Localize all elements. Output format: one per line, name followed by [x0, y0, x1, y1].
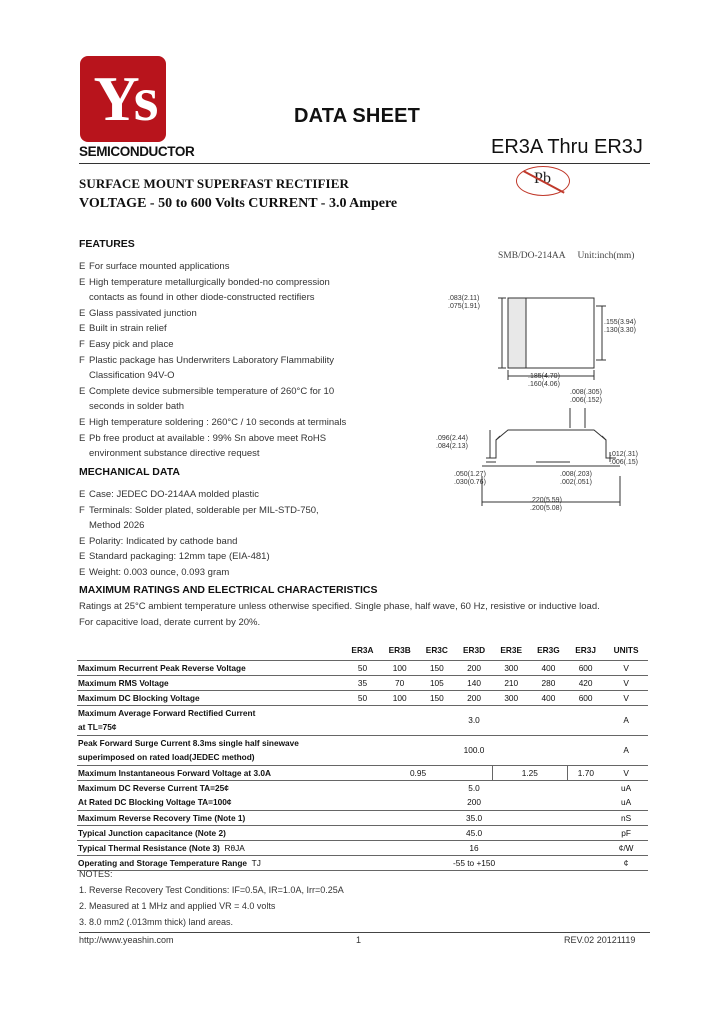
logo-text: Ys — [93, 63, 153, 134]
list-item — [79, 384, 346, 400]
list-item — [79, 446, 346, 462]
table-row: Operating and Storage Temperature Range TJ -55 to +150 ¢ — [77, 855, 648, 870]
bullet-mark: E — [79, 385, 86, 397]
table-row: Typical Thermal Resistance (Note 3) RθJA 16 ¢/W — [77, 840, 648, 855]
cathode-band — [508, 298, 526, 368]
bullet-mark — [79, 518, 89, 534]
footer-url[interactable]: http://www.yeashin.com — [79, 935, 174, 945]
ratings-note-1: Ratings at 25°C ambient temperature unless otherwise specified. Single phase, half wave, 60 Hz, resistive or inductive load. — [79, 601, 600, 612]
col-units: UNITS — [604, 640, 648, 660]
package-outline-drawing — [420, 280, 650, 520]
table-row: Maximum DC Reverse Current TA=25¢ 5.0 uA — [78, 782, 632, 793]
list-item-text: Plastic package has Underwriters Laboratory Flammability — [89, 354, 334, 366]
document-title: DATA SHEET — [294, 105, 421, 127]
mechanical-list — [79, 487, 319, 581]
header-divider — [79, 163, 650, 164]
dim-standoff-1: .008(.203) — [560, 471, 592, 478]
col-er3b: ER3B — [381, 640, 418, 660]
bullet-mark: F — [79, 504, 85, 516]
table-row: Maximum DC Blocking Voltage 50 100 150 200 300 400 600 V — [77, 690, 648, 705]
dim-lead-2: .030(0.76) — [454, 479, 486, 486]
side-view-body — [496, 430, 606, 458]
mechanical-title: MECHANICAL DATA — [79, 466, 180, 478]
table-row: superimposed on rated load(JEDEC method) 100.0 A — [77, 750, 648, 765]
list-item-text: For surface mounted applications — [89, 261, 230, 272]
pb-free-icon — [516, 166, 570, 196]
company-logo — [80, 56, 166, 142]
table-row: Maximum Instantaneous Forward Voltage at 3.0A 0.95 1.25 1.70 V — [77, 765, 648, 780]
package-label — [498, 251, 634, 261]
list-item-text: Glass passivated junction — [89, 307, 197, 319]
list-item-text: Classification 94V-O — [89, 370, 175, 382]
table-row: Peak Forward Surge Current 8.3ms single half sinewave — [78, 737, 299, 748]
bullet-mark — [79, 290, 89, 306]
dim-overall-2: .200(5.08) — [530, 505, 562, 512]
note-3: 3. 8.0 mm2 (.013mm thick) land areas. — [79, 917, 234, 927]
dim-top-bottom-2: .160(4.06) — [528, 381, 560, 388]
bullet-mark: F — [79, 338, 85, 350]
table-row: Maximum Average Forward Rectified Current — [78, 707, 256, 718]
bullet-mark: E — [79, 323, 86, 335]
dim-side-left-1: .096(2.44) — [436, 435, 468, 442]
table-row: At Rated DC Blocking Voltage TA=100¢ 200 uA — [77, 795, 648, 810]
list-item-text: Case: JEDEC DO-214AA molded plastic — [89, 489, 260, 500]
notes-block — [79, 866, 344, 930]
list-item-text: Pb free product at available : 99% Sn above meet RoHS — [89, 432, 327, 444]
note-1: 1. Reverse Recovery Test Conditions: IF=0.5A, IR=1.0A, Irr=0.25A — [79, 885, 344, 895]
bullet-mark: E — [79, 432, 86, 444]
bullet-mark: E — [79, 261, 86, 272]
features-title: FEATURES — [79, 238, 135, 250]
table-row: at TL=75¢ 3.0 A — [77, 720, 648, 735]
dim-side-right-1: .012(.31) — [610, 451, 639, 458]
page-number: 1 — [356, 935, 362, 945]
bullet-mark — [79, 446, 89, 462]
bullet-mark: F — [79, 354, 85, 366]
list-item — [79, 399, 346, 415]
dim-top-right-2: .130(3.30) — [604, 327, 636, 334]
list-item — [79, 487, 319, 503]
list-item — [79, 431, 346, 447]
dim-top-left-1: .083(2.11) — [448, 295, 480, 302]
pb-mark: Pb — [534, 170, 551, 187]
list-item — [79, 415, 346, 431]
list-item — [79, 534, 319, 550]
list-item — [79, 321, 346, 337]
col-er3j: ER3J — [567, 640, 604, 660]
list-item-text: seconds in solder bath — [89, 401, 185, 413]
list-item — [79, 368, 346, 384]
note-2: 2. Measured at 1 MHz and applied VR = 4.0 volts — [79, 901, 276, 911]
ratings-title: MAXIMUM RATINGS AND ELECTRICAL CHARACTERISTICS — [79, 584, 378, 596]
bullet-mark: E — [79, 535, 86, 547]
col-er3c: ER3C — [418, 640, 455, 660]
table-header-row — [77, 640, 648, 660]
list-item-text: High temperature soldering : 260°C / 10 seconds at terminals — [89, 416, 347, 428]
bullet-mark: E — [79, 307, 86, 319]
ratings-note-2: For capacitive load, derate current by 20%. — [79, 617, 261, 628]
voltage-current-line: VOLTAGE - 50 to 600 Volts CURRENT - 3.0 Ampere — [79, 196, 398, 211]
bullet-mark — [79, 399, 89, 415]
product-subtitle: SURFACE MOUNT SUPERFAST RECTIFIER — [79, 176, 349, 191]
list-item-text: Method 2026 — [89, 520, 145, 532]
company-name: SEMICONDUCTOR — [79, 144, 195, 159]
col-er3a: ER3A — [344, 640, 381, 660]
table-row: Maximum Recurrent Peak Reverse Voltage 50 100 150 200 300 400 600 V — [77, 660, 648, 675]
bullet-mark: E — [79, 551, 86, 563]
col-er3g: ER3G — [530, 640, 567, 660]
dim-side-top-1: .008(.305) — [570, 389, 602, 396]
dim-side-top-2: .006(.152) — [570, 397, 602, 404]
list-item — [79, 549, 319, 565]
part-range: ER3A Thru ER3J — [491, 136, 643, 158]
dim-top-left-2: .075(1.91) — [448, 303, 480, 310]
list-item — [79, 290, 346, 306]
dim-top-right-1: .155(3.94) — [604, 319, 636, 326]
table-row: Typical Junction capacitance (Note 2) 45.0 pF — [77, 825, 648, 840]
col-er3e: ER3E — [493, 640, 530, 660]
list-item — [79, 503, 319, 519]
list-item-text: Weight: 0.003 ounce, 0.093 gram — [89, 566, 230, 578]
dim-side-left-2: .084(2.13) — [436, 443, 468, 450]
list-item-text: contacts as found in other diode-constructed rectifiers — [89, 292, 315, 304]
features-list — [79, 259, 346, 462]
list-item-text: Complete device submersible temperature of 260°C for 10 — [89, 385, 335, 397]
list-item-text: Standard packaging: 12mm tape (EIA-481) — [89, 551, 270, 563]
list-item-text: Easy pick and place — [89, 338, 174, 350]
list-item — [79, 353, 346, 369]
bullet-mark: E — [79, 489, 86, 500]
list-item — [79, 565, 319, 581]
bullet-mark: E — [79, 416, 86, 428]
notes-title: NOTES: — [79, 869, 113, 879]
package-name: SMB/DO-214AA — [498, 251, 566, 261]
dim-side-right-2: .006(.15) — [610, 459, 639, 466]
col-er3d: ER3D — [455, 640, 492, 660]
list-item-text: Built in strain relief — [89, 323, 167, 335]
package-unit: Unit:inch(mm) — [577, 251, 635, 261]
list-item — [79, 259, 346, 275]
dim-lead-1: .050(1.27) — [454, 471, 486, 478]
bullet-mark: E — [79, 566, 86, 578]
list-item-text: Terminals: Solder plated, solderable per MIL-STD-750, — [89, 504, 319, 516]
list-item — [79, 306, 346, 322]
bullet-mark — [79, 368, 89, 384]
footer-divider — [79, 932, 650, 933]
list-item — [79, 275, 346, 291]
dim-standoff-2: .002(.051) — [560, 479, 592, 486]
table-row: Maximum Reverse Recovery Time (Note 1) 35.0 nS — [77, 810, 648, 825]
ratings-table — [77, 640, 648, 871]
list-item — [79, 518, 319, 534]
bullet-mark: E — [79, 276, 86, 288]
dim-top-bottom-1: .185(4.70) — [528, 373, 560, 380]
revision-label: REV.02 20121119 — [564, 935, 636, 945]
table-row: Maximum RMS Voltage 35 70 105 140 210 280 420 V — [77, 675, 648, 690]
list-item-text: Polarity: Indicated by cathode band — [89, 535, 238, 547]
list-item-text: environment substance directive request — [89, 448, 260, 460]
list-item — [79, 337, 346, 353]
dim-overall-1: .220(5.59) — [530, 497, 562, 504]
list-item-text: High temperature metallurgically bonded-no compression — [89, 276, 330, 288]
